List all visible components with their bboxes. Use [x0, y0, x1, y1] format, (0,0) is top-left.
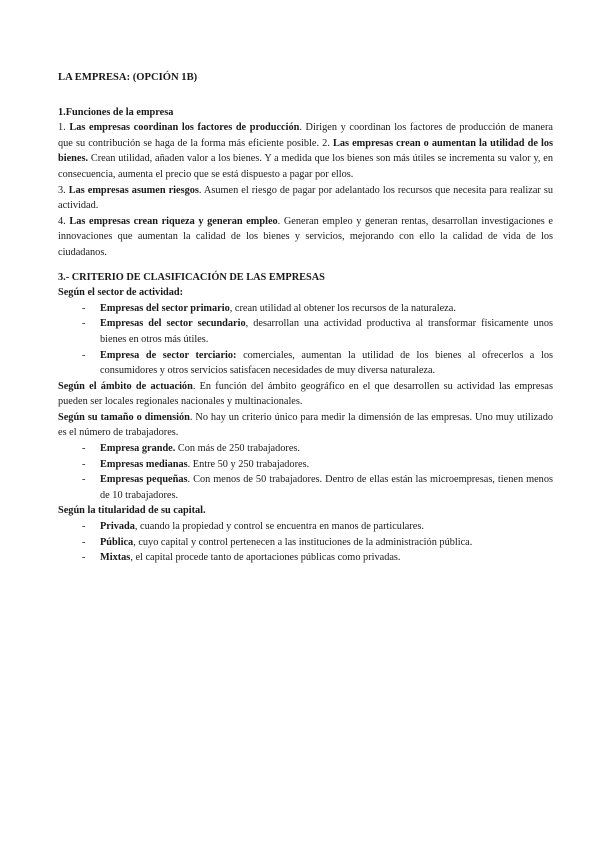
paragraph-4 [58, 214, 553, 261]
dash-bullet: - [82, 521, 86, 533]
dash-bullet: - [82, 474, 86, 486]
p1-number: 1. [58, 122, 66, 134]
list-item [58, 472, 553, 503]
item-bold: Mixtas [100, 552, 131, 564]
dash-bullet: - [82, 552, 86, 564]
item-bold: Privada [100, 521, 135, 533]
list-item [58, 535, 553, 551]
item-text: comerciales, aumentan la utilidad de los bienes al ofrecerlos a los consumidores y otros servicios satisfacen necesidades de muy diversa naturaleza. [100, 349, 553, 377]
item-text: , cuando la propiedad y control se encuentra en manos de particulares. [134, 521, 424, 533]
dash-bullet: - [82, 349, 86, 361]
item-text: , desarrollan una actividad productiva al transformar físicamente unos bienes en otros más útiles. [100, 318, 554, 345]
dash-bullet: - [82, 536, 86, 548]
p1-bold: Las empresas coordinan los factores de producción [69, 122, 300, 134]
item-text: , crean utilidad al obtener los recursos de la naturaleza. [229, 302, 456, 314]
item-bold: Pública [100, 536, 134, 548]
section1-heading: 1.Funciones de la empresa [58, 106, 174, 118]
paragraph-3 [58, 183, 553, 214]
p2-bold: Las empresas crean o aumentan la utilidad de los bienes. [58, 137, 553, 165]
list-item [58, 441, 553, 457]
list-item [58, 519, 553, 535]
item-bold: Empresas pequeñas [100, 474, 188, 486]
item-text: . Entre 50 y 250 trabajadores. [187, 458, 310, 470]
list-item [58, 301, 553, 317]
item-text: , cuyo capital y control pertenecen a las instituciones de la administración pública. [133, 536, 473, 548]
ambito-paragraph [58, 379, 553, 410]
item-bold: Empresas del sector primario [100, 302, 230, 314]
titularidad-heading: Según la titularidad de su capital. [58, 505, 206, 517]
item-text: . Con menos de 50 trabajadores. Dentro de ellas están las microempresas, tienen menos de 10 trabajadores. [100, 474, 553, 501]
ambito-text: . En función del ámbito geográfico en el que desarrollen su actividad las empresas pueden ser locales regionales nacionales y multinacionales. [58, 380, 553, 408]
titularidad-list [58, 519, 553, 566]
dash-bullet: - [82, 318, 86, 330]
p4-number: 4. [58, 215, 66, 227]
dash-bullet: - [82, 443, 86, 455]
section3-heading: 3.- CRITERIO DE CLASIFICACIÓN DE LAS EMPRESAS [58, 271, 325, 283]
tamano-text: . No hay un criterio único para medir la dimensión de las empresas. Uno muy utilizado es el número de trabajadores. [58, 411, 553, 439]
item-bold: Empresa de sector terciario: [100, 349, 237, 361]
p3-bold: Las empresas asumen riesgos [68, 184, 199, 196]
ambito-bold: Según el ámbito de actuación [58, 380, 193, 392]
list-item [58, 457, 553, 473]
tamano-list [58, 441, 553, 503]
p3-number: 3. [58, 184, 66, 196]
item-bold: Empresas del sector secundario [100, 318, 246, 330]
p2-text: Crean utilidad, añaden valor a los bienes. Y a medida que los bienes son más útiles se incrementa su valor y, en consecuencia, aumenta el precio que se está dispuesto a pagar por ellos. [58, 153, 553, 180]
list-item [58, 550, 553, 566]
p1-text: . Dirigen y coordinan los factores de producción de manera que su contribución se haga de la forma más eficiente posible. 2. [58, 122, 553, 149]
paragraph-1-2 [58, 120, 553, 182]
list-item [58, 316, 553, 347]
tamano-bold: Según su tamaño o dimensión [58, 411, 190, 423]
dash-bullet: - [82, 458, 86, 470]
sector-list [58, 301, 553, 379]
item-bold: Empresa grande. [100, 443, 176, 455]
item-text: , el capital procede tanto de aportaciones públicas como privadas. [130, 552, 401, 564]
document-title: LA EMPRESA: (OPCIÓN 1B) [58, 72, 198, 83]
tamano-paragraph [58, 410, 553, 441]
item-bold: Empresas medianas [100, 458, 188, 470]
sector-heading: Según el sector de actividad: [58, 287, 184, 299]
document-page [58, 70, 553, 566]
dash-bullet: - [82, 302, 86, 314]
p3-text: . Asumen el riesgo de pagar por adelantado los recursos que necesita para realizar su actividad. [58, 184, 554, 212]
p4-bold: Las empresas crean riqueza y generan empleo [69, 215, 278, 227]
p4-text: . Generan empleo y generan rentas, desarrollan investigaciones e innovaciones que aumentan la calidad de los bienes y servicios, mejorando con ello la calidad de vida de los ciudadanos. [58, 215, 553, 258]
item-text: Con más de 250 trabajadores. [175, 443, 301, 455]
list-item [58, 348, 553, 379]
